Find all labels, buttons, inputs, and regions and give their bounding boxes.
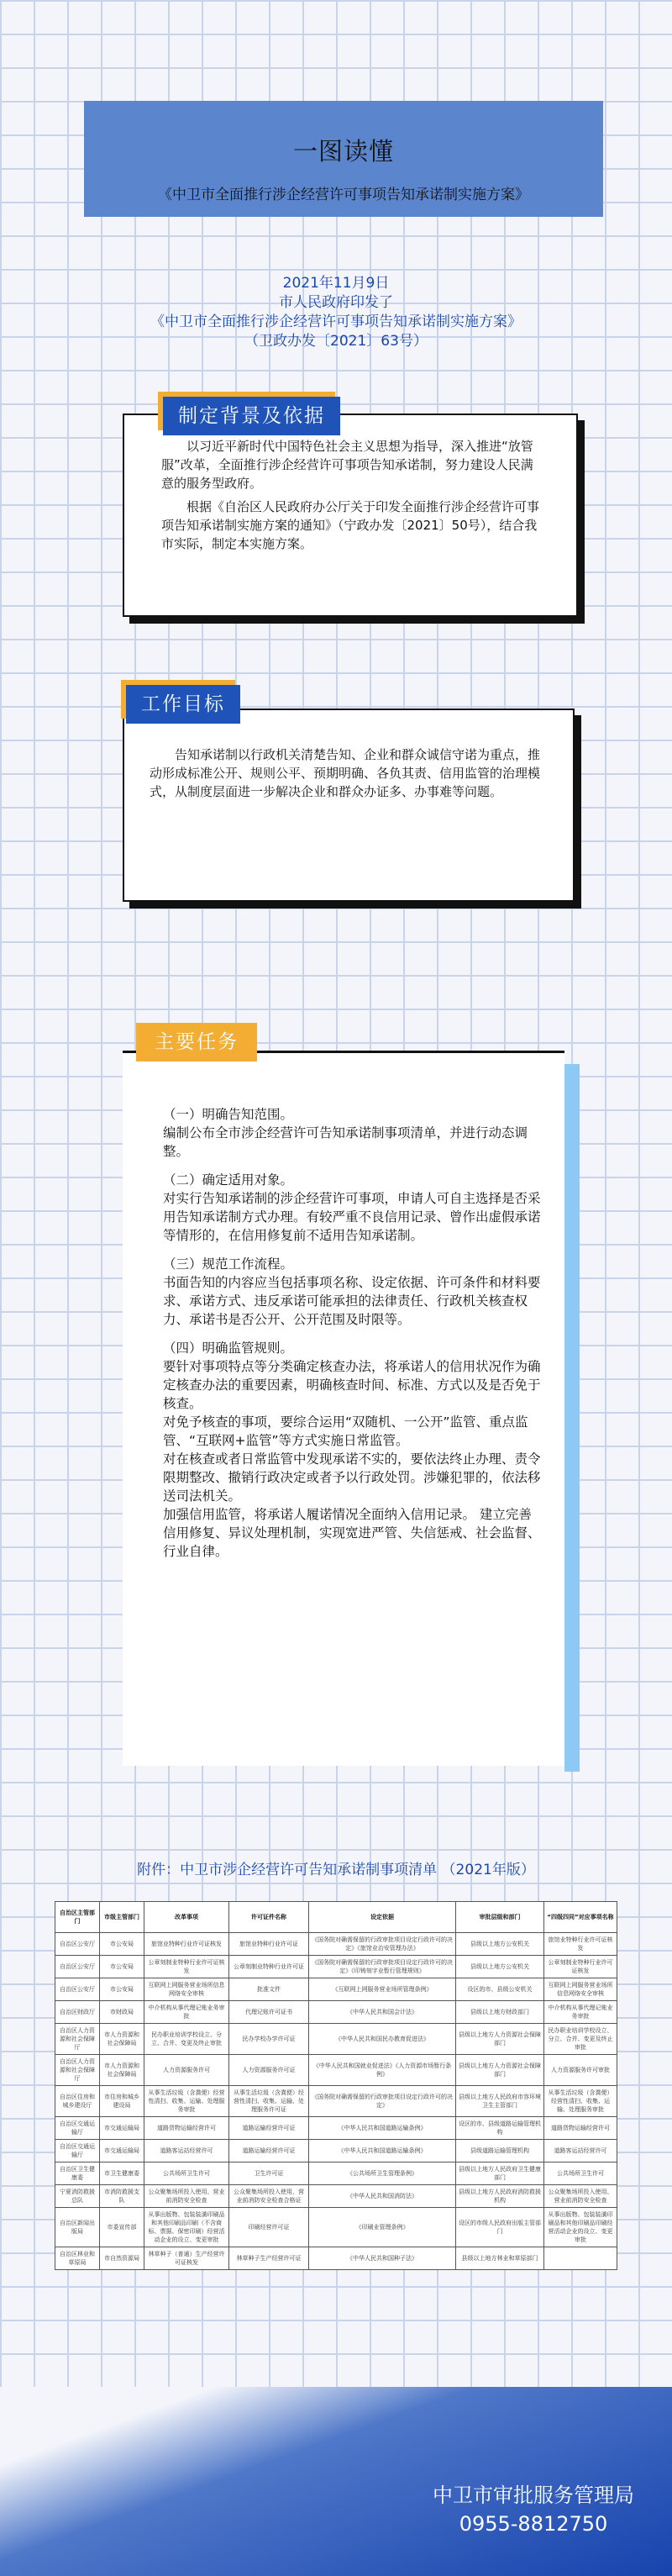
table-cell: 从事生活垃圾（含粪便）经营性清扫、收集、运输、处理服务审批: [544, 2086, 617, 2117]
table-cell: 自治区公安厅: [55, 1933, 100, 1956]
task-1-text: 编制公布全市涉企经营许可告知承诺制事项清单，并进行动态调整。: [163, 1125, 528, 1159]
table-cell: 公共场所卫生许可: [544, 2162, 617, 2185]
table-cell: 县级以上地方林业和草原部门: [456, 2247, 544, 2270]
table-cell: 县级以上地方财政部门: [456, 2001, 544, 2024]
table-cell: 旅馆业特种行业许可证: [229, 1933, 309, 1956]
goal-text: 告知承诺制以行政机关清楚告知、企业和群众诚信守诺为重点，推动形成标准公开、规则公平、预期明确、各负其责、信用监管的治理模式，从制度层面进一步解决企业和群众办证多、办事难等问题。: [150, 747, 541, 799]
table-cell: 市交通运输局: [100, 2117, 144, 2140]
publication-info: [0, 274, 672, 351]
table-row: [55, 1933, 617, 1956]
table-cell: 公众聚集场所投入使用、营业前消防安全检查: [544, 2185, 617, 2208]
section-heading-goal-label: 工作目标: [141, 693, 225, 715]
table-cell: 林草种子生产经营许可证: [229, 2247, 309, 2270]
task-3-title: （三）规范工作流程。: [163, 1256, 294, 1272]
table-cell: 市自然资源局: [100, 2247, 144, 2270]
table-cell: 自治区人力资源和社会保障厅: [55, 2024, 100, 2055]
table-cell: 公章刻制业特种行业许可证核发: [544, 1956, 617, 1978]
table-cell: 印刷经营许可证: [229, 2208, 309, 2247]
table-row: [55, 1978, 617, 2001]
table-cell: 《国务院对确需保留的行政审批项目设定行政许可的决定》《旅馆业治安管理办法》: [309, 1933, 456, 1956]
table-cell: 《互联网上网服务营业场所管理条例》: [309, 1978, 456, 2001]
table-cell: 公章刻制业特种行业许可证核发: [144, 1956, 229, 1978]
publication-issuer: 市人民政府印发了: [279, 294, 393, 311]
table-cell: 县级道路运输管理机构: [456, 2140, 544, 2162]
table-cell: 自治区住房和城乡建设厅: [55, 2086, 100, 2117]
table-cell: 道路货物运输经营许可: [544, 2117, 617, 2140]
tasks-card: [123, 1051, 564, 1766]
table-header-cell: 自治区主管部门: [55, 1902, 100, 1933]
table-cell: 道路客运站经营许可: [144, 2140, 229, 2162]
task-1-title: （一）明确告知范围。: [163, 1107, 294, 1122]
table-cell: 公众聚集场所投入使用、营业前消防安全检查合格证: [229, 2185, 309, 2208]
task-4-text-4: 加强信用监管，将承诺人履诺情况全面纳入信用记录。 建立完善信用修复、异议处理机制，实现宽进严管、失信惩戒、社会监督、行业自律。: [163, 1507, 541, 1559]
table-cell: 民办职业培训学校设立、分立、合并、变更及终止审批: [544, 2024, 617, 2055]
table-cell: 市财政局: [100, 2001, 144, 2024]
table-header-row: [55, 1902, 617, 1933]
table-cell: 公章刻制业特种行业许可证: [229, 1956, 309, 1978]
table-cell: 自治区卫生健康委: [55, 2162, 100, 2185]
background-card: [123, 414, 578, 617]
table-cell: 批准文件: [229, 1978, 309, 2001]
task-4-text-2: 对免予核查的事项，要综合运用“双随机、一公开”监管、重点监管、“互联网+监管”等方式实施日常监管。: [163, 1414, 528, 1448]
table-row: [55, 2247, 617, 2270]
table-header-cell: 许可证件名称: [229, 1902, 309, 1933]
table-cell: 人力资源服务许可审批: [544, 2055, 617, 2086]
table-cell: 互联网上网服务营业场所信息网络安全审核: [144, 1978, 229, 2001]
section-heading-tasks: [136, 1023, 257, 1061]
table-cell: 《中华人民共和国道路运输条例》: [309, 2117, 456, 2140]
table-cell: 人力资源服务许可证: [229, 2055, 309, 2086]
table-cell: 《中华人民共和国会计法》: [309, 2001, 456, 2024]
table-cell: 县级以上地方人力资源社会保障部门: [456, 2055, 544, 2086]
table-cell: 县级以上地方人民政府市容环境卫生主管部门: [456, 2086, 544, 2117]
table-cell: 自治区新闻出版局: [55, 2208, 100, 2247]
table-cell: 《中华人民共和国种子法》: [309, 2247, 456, 2270]
section-heading-background-label: 制定背景及依据: [178, 405, 325, 427]
table-cell: 林草种子（普通）生产经营许可证核发: [144, 2247, 229, 2270]
table-cell: 旅馆业特种行业许可证核发: [544, 1933, 617, 1956]
table-cell: 自治区交通运输厅: [55, 2117, 100, 2140]
table-cell: 自治区人力资源和社会保障厅: [55, 2055, 100, 2086]
table-cell: 道路运输经营许可证: [229, 2140, 309, 2162]
table-cell: 设区的市、县级公安机关: [456, 1978, 544, 2001]
table-cell: 县级以上地方公安机关: [456, 1956, 544, 1978]
table-cell: 道路客运站经营许可: [544, 2140, 617, 2162]
table-cell: 设区的市级人民政府出版主管部门: [456, 2208, 544, 2247]
footer-phone: 0955-8812750: [459, 2512, 608, 2536]
title-banner: [84, 101, 603, 217]
footer: [433, 2481, 634, 2538]
appendix-table: [55, 1901, 617, 2270]
table-cell: 民办职业培训学校设立、分立、合并、变更及终止审批: [144, 2024, 229, 2055]
table-cell: 市卫生健康委: [100, 2162, 144, 2185]
table-cell: 从事出版物、包装装潢印刷品和其他印刷品印刷经营活动企业的设立、变更审批: [544, 2208, 617, 2247]
table-row: [55, 2208, 617, 2247]
table-cell: 自治区公安厅: [55, 1956, 100, 1978]
background-paragraph-2: 根据《自治区人民政府办公厅关于印发全面推行涉企经营许可事项告知承诺制实施方案的通知》（宁政办发〔2021〕50号），结合我市实际，制定本实施方案。: [161, 499, 540, 551]
task-2-title: （二）确定适用对象。: [163, 1172, 294, 1188]
page-title: 一图读懂: [292, 137, 394, 166]
table-cell: 从事生活垃圾（含粪便）经营性清扫、收集、运输、处理服务许可证: [229, 2086, 309, 2117]
table-cell: 互联网上网服务营业场所信息网络安全审核: [544, 1978, 617, 2001]
task-3-text: 书面告知的内容应当包括事项名称、设定依据、许可条件和材料要求、承诺方式、违反承诺可能承担的法律责任、行政机关核查权力、承诺书是否公开、公开范围及时限等。: [163, 1275, 541, 1327]
tasks-side-bar: [564, 1064, 580, 1772]
table-cell: 人力资源服务许可: [144, 2055, 229, 2086]
table-cell: 民办学校办学许可证: [229, 2024, 309, 2055]
section-heading-goal: [126, 685, 240, 724]
table-cell: 道路货物运输经营许可: [144, 2117, 229, 2140]
table-cell: 《国务院对确需保留的行政审批项目设定行政许可的决定》《印铸刻字业暂行管理规则》: [309, 1956, 456, 1978]
table-cell: 《中华人民共和国消防法》: [309, 2185, 456, 2208]
table-cell: 县级以上地方人民政府消防救援机构: [456, 2185, 544, 2208]
table-cell: 市公安局: [100, 1956, 144, 1978]
table-cell: 《中华人民共和国就业促进法》《人力资源市场暂行条例》: [309, 2055, 456, 2086]
table-cell: 市消防救援支队: [100, 2185, 144, 2208]
table-cell: 《公共场所卫生管理条例》: [309, 2162, 456, 2185]
section-heading-tasks-label: 主要任务: [155, 1031, 239, 1053]
appendix-title: 附件：中卫市涉企经营许可告知承诺制事项清单 （2021年版）: [137, 1862, 535, 1878]
table-cell: [544, 2247, 617, 2270]
table-cell: 自治区公安厅: [55, 1978, 100, 2001]
table-cell: 卫生许可证: [229, 2162, 309, 2185]
table-row: [55, 1956, 617, 1978]
table-row: [55, 2086, 617, 2117]
table-cell: 从事生活垃圾（含粪便）经营性清扫、收集、运输、处理服务审批: [144, 2086, 229, 2117]
table-row: [55, 2185, 617, 2208]
table-row: [55, 2024, 617, 2055]
table-row: [55, 2001, 617, 2024]
table-row: [55, 2140, 617, 2162]
table-cell: 县级以上地方公安机关: [456, 1933, 544, 1956]
table-cell: 《中华人民共和国民办教育促进法》: [309, 2024, 456, 2055]
table-cell: 道路运输经营许可证: [229, 2117, 309, 2140]
table-header-cell: 审批层级和部门: [456, 1902, 544, 1933]
table-cell: 县级以上地方人民政府卫生健康部门: [456, 2162, 544, 2185]
table-row: [55, 2117, 617, 2140]
table-cell: 从事出版物、包装装潢印刷品和其他印刷品印刷（不含商标、票据、保密印刷）经营活动企业的设立、变更审批: [144, 2208, 229, 2247]
table-cell: 中介机构从事代理记账业务审批: [144, 2001, 229, 2024]
table-cell: 市公安局: [100, 1933, 144, 1956]
task-4-text-3: 对在核查或者日常监管中发现承诺不实的，要依法终止办理、责令限期整改、撤销行政决定或者予以行政处罚。涉嫌犯罪的，依法移送司法机关。: [163, 1451, 541, 1504]
table-cell: 《印刷业管理条例》: [309, 2208, 456, 2247]
table-cell: 自治区林业和草原局: [55, 2247, 100, 2270]
publication-doc-title: 《中卫市全面推行涉企经营许可事项告知承诺制实施方案》: [150, 313, 522, 330]
goal-card: [123, 709, 575, 902]
task-4-title: （四）明确监管规则。: [163, 1341, 294, 1356]
table-cell: 市公安局: [100, 1978, 144, 2001]
table-cell: 自治区交通运输厅: [55, 2140, 100, 2162]
table-row: [55, 2055, 617, 2086]
table-cell: 设区的市、县级道路运输管理机构: [456, 2117, 544, 2140]
table-header-cell: “四级四同”对应事项名称: [544, 1902, 617, 1933]
table-cell: 《中华人民共和国道路运输条例》: [309, 2140, 456, 2162]
footer-org: 中卫市审批服务管理局: [433, 2484, 634, 2507]
table-header-cell: 设定依据: [309, 1902, 456, 1933]
table-cell: 公共场所卫生许可: [144, 2162, 229, 2185]
table-cell: 自治区财政厅: [55, 2001, 100, 2024]
table-cell: 市委宣传部: [100, 2208, 144, 2247]
task-4-text-1: 要针对事项特点等分类确定核查办法，将承诺人的信用状况作为确定核查办法的重要因素，明确核查时间、标准、方式以及是否免于核查。: [163, 1359, 541, 1411]
section-heading-background: [163, 397, 340, 435]
background-paragraph-1: 以习近平新时代中国特色社会主义思想为指导，深入推进“放管服”改革，全面推行涉企经营许可事项告知承诺制，努力建设人民满意的服务型政府。: [161, 439, 533, 491]
table-cell: 旅馆业特种行业许可证核发: [144, 1933, 229, 1956]
table-cell: 市交通运输局: [100, 2140, 144, 2162]
table-cell: 公众聚集场所投入使用、营业前消防安全检查: [144, 2185, 229, 2208]
table-cell: 市住房和城乡建设局: [100, 2086, 144, 2117]
table-cell: 《国务院对确需保留的行政审批项目设定行政许可的决定》: [309, 2086, 456, 2117]
table-cell: 代理记账许可证书: [229, 2001, 309, 2024]
page-subtitle: 《中卫市全面推行涉企经营许可事项告知承诺制实施方案》: [158, 187, 529, 203]
table-header-cell: 市级主管部门: [100, 1902, 144, 1933]
task-2-text: 对实行告知承诺制的涉企经营许可事项，申请人可自主选择是否采用告知承诺制方式办理。有较严重不良信用记录、曾作出虚假承诺等情形的，在信用修复前不适用告知承诺制。: [163, 1191, 541, 1243]
publication-doc-number: （卫政办发〔2021〕63号）: [244, 333, 428, 350]
table-cell: 市人力资源和社会保障局: [100, 2024, 144, 2055]
appendix-table-body: [55, 1933, 617, 2270]
table-row: [55, 2162, 617, 2185]
table-cell: 宁夏消防救援总队: [55, 2185, 100, 2208]
table-cell: 中介机构从事代理记账业务审批: [544, 2001, 617, 2024]
table-cell: 市人力资源和社会保障局: [100, 2055, 144, 2086]
table-header-cell: 改革事项: [144, 1902, 229, 1933]
table-cell: 县级以上地方人力资源社会保障部门: [456, 2024, 544, 2055]
publication-date: 2021年11月9日: [282, 275, 390, 292]
